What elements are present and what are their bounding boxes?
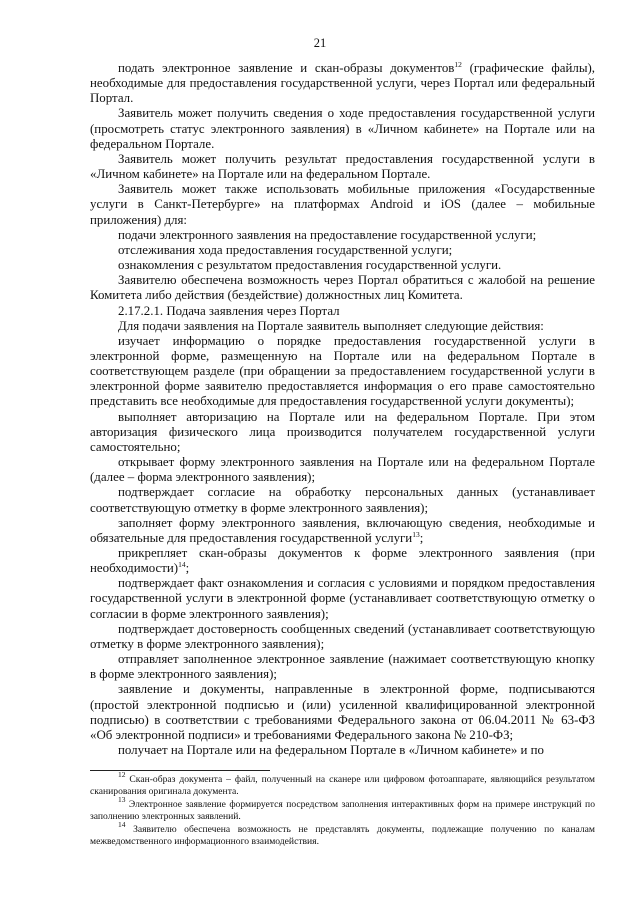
footnote-ref: 12 — [454, 60, 462, 69]
list-item: заполняет форму электронного заявления, включающую сведения, необходимые и обязательные для предоставления государственной услуги$^{13}$; — [90, 515, 595, 545]
footnote-ref: 14 — [178, 560, 186, 570]
paragraph: Заявитель может получить сведения о ходе предоставления государственной услуги (просмотреть статус электронного заявления) в «Личном кабинете» на Портале или на федеральном Портале. — [90, 106, 595, 151]
paragraph: Заявитель может также использовать мобильные приложения «Государственные услуги в Санкт-Петербурге» на платформах Android и iOS (далее – мобильные приложения) для: — [90, 182, 595, 227]
list-item: выполняет авторизацию на Портале или на федеральном Портале. При этом авторизация физического лица производится получателем государственной услуги самостоятельно; — [90, 409, 595, 454]
footnote-ref: 13 — [412, 529, 420, 539]
paragraph: Заявитель может получить результат предоставления государственной услуги в «Личном кабинете» на Портале или на федеральном Портале. — [90, 151, 595, 182]
body-text — [90, 61, 595, 758]
footnote: $^{13}$ Электронное заявление формируется посредством заполнения интерактивных форм на примере инструкций по заполнению электронных заявлений. — [90, 794, 595, 823]
list-item: открывает форму электронного заявления на Портале или на федеральном Портале (далее – форма электронного заявления); — [90, 455, 595, 485]
footnote: $^{12}$ Скан-образ документа – файл, полученный на сканере или цифровом фотоаппарате, являющийся результатом сканирования оригинала документа. — [90, 770, 595, 798]
paragraph: подать электронное заявление и скан-образы документов$^{12}$ (графические файлы), необходимые для предоставления государственной услуги, через Портал или федеральный Портал. — [90, 60, 596, 106]
list-item: подачи электронного заявления на предоставление государственной услуги; — [118, 227, 537, 242]
paragraph: Заявителю обеспечена возможность через Портал обратиться с жалобой на решение Комитета либо действия (бездействие) должностных лиц Комитета. — [90, 273, 595, 303]
footnote: $^{14}$ Заявителю обеспечена возможность не представлять документы, подлежащие получению по каналам межведомственного информационного взаимодействия. — [90, 819, 595, 848]
page-number: 21 — [313, 36, 327, 50]
list-item: отслеживания хода предоставления государственной услуги; — [118, 242, 453, 257]
footnotes — [90, 770, 595, 848]
list-item: отправляет заполненное электронное заявление (нажимает соответствующую кнопку в форме электронного заявления); — [90, 652, 595, 682]
footnote-divider — [90, 770, 270, 771]
list-item: подтверждает согласие на обработку персональных данных (устанавливает соответствующую отметку в форме электронного заявления); — [90, 485, 595, 515]
list-item: подтверждает факт ознакомления и согласия с условиями и порядком предоставления государственной услуги в электронной форме (устанавливает соответствующую отметку о согласии в форме электронного заявления); — [90, 576, 595, 621]
list-item: заявление и документы, направленные в электронной форме, подписываются (простой электронной подписью и (или) усиленной квалифицированной электронной подписью) в соответствии с требованиями Федерального закона от 06.04.2011 № 63-ФЗ «Об электронной подписи» и требованиями Федерального закона № 210-ФЗ; — [90, 682, 595, 742]
list-item: получает на Портале или на федеральном Портале в «Личном кабинете» и по — [118, 743, 545, 758]
paragraph: Для подачи заявления на Портале заявитель выполняет следующие действия: — [118, 318, 544, 333]
list-item: прикрепляет скан-образы документов к форме электронного заявления (при необходимости)$^{14}$; — [90, 546, 595, 576]
list-item: подтверждает достоверность сообщенных сведений (устанавливает соответствующую отметку в форме электронного заявления); — [90, 621, 595, 651]
list-item: изучает информацию о порядке предоставления государственной услуги в электронной форме, размещенную на Портале или на федеральном Портале в соответствующем разделе (при обращении за предоставлением государственной услуги в электронной форме заявителю предоставляется информация о его праве самостоятельно представить все необходимые для предоставления государственной услуги документы); — [90, 333, 595, 409]
list-item: ознакомления с результатом предоставления государственной услуги. — [118, 258, 502, 273]
section-heading: 2.17.2.1. Подача заявления через Портал — [118, 303, 340, 318]
